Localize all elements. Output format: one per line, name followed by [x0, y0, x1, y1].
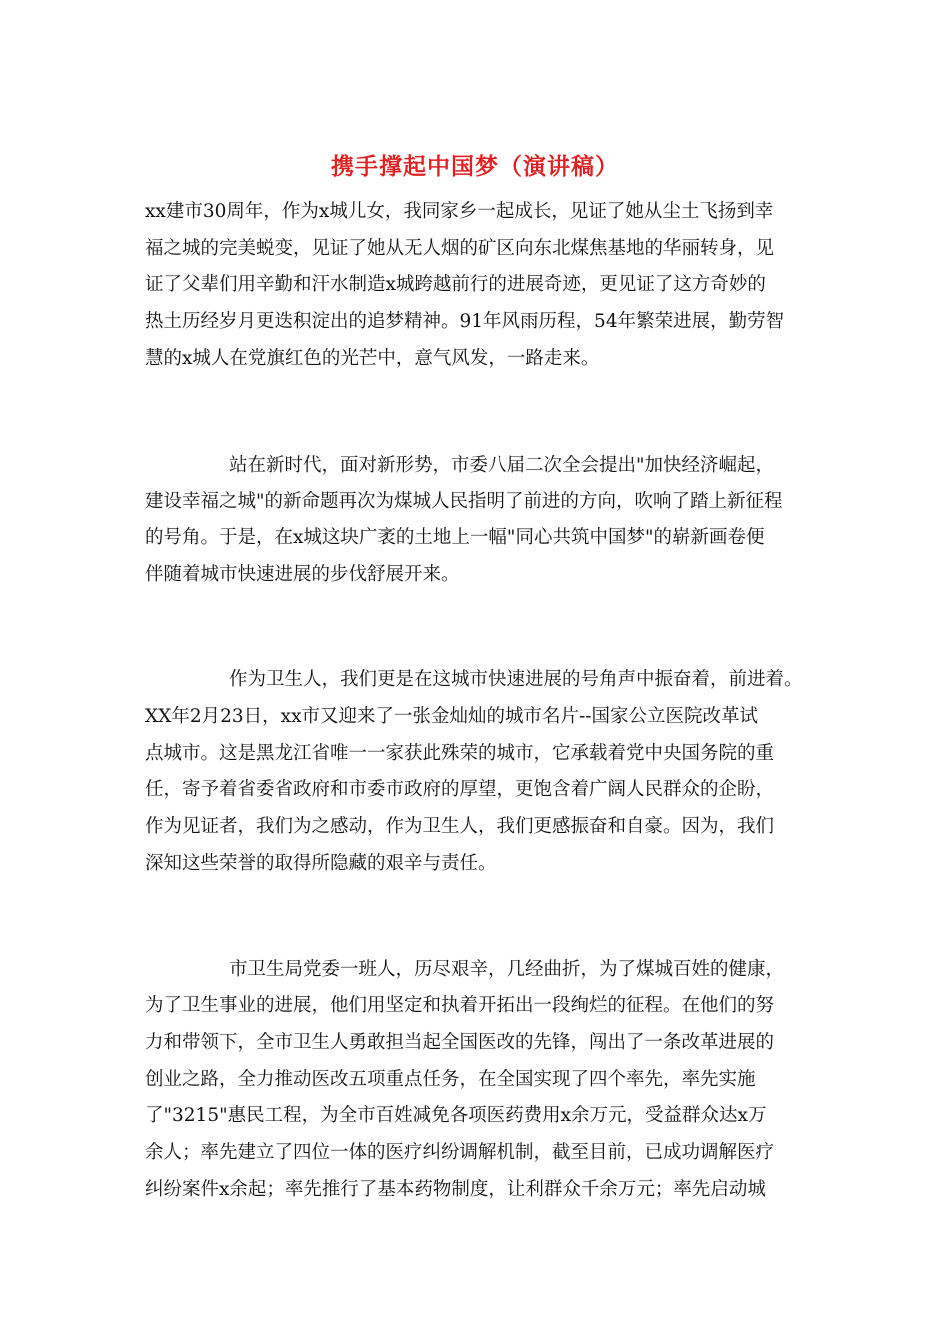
paragraph-line: 了"3215"惠民工程，为全市百姓减免各项医药费用x余万元，受益群众达x万 [145, 1105, 767, 1126]
paragraph-line: 纠纷案件x余起；率先推行了基本药物制度，让利群众千余万元；率先启动城 [145, 1179, 766, 1200]
paragraph-line: 建设幸福之城"的新命题再次为煤城人民指明了前进的方向，吹响了踏上新征程 [145, 491, 783, 512]
paragraph-line: XX年2月23日，xx市又迎来了一张金灿灿的城市名片--国家公立医院改革试 [145, 706, 759, 727]
paragraph-line: 深知这些荣誉的取得所隐藏的艰辛与责任。 [145, 853, 497, 874]
paragraph-line: 作为见证者，我们为之感动，作为卫生人，我们更感振奋和自豪。因为，我们 [145, 816, 775, 837]
paragraph-line: 的号角。于是，在x城这块广袤的土地上一幅"同心共筑中国梦"的崭新画卷便 [145, 527, 765, 548]
paragraph-line: 创业之路，全力推动医改五项重点任务，在全国实现了四个率先，率先实施 [145, 1069, 756, 1090]
paragraph-line: 为了卫生事业的进展，他们用坚定和执着开拓出一段绚烂的征程。在他们的努 [145, 995, 775, 1016]
paragraph-line: 余人；率先建立了四位一体的医疗纠纷调解机制，截至目前，已成功调解医疗 [145, 1142, 775, 1163]
paragraph-line: 任，寄予着省委省政府和市委市政府的厚望，更饱含着广阔人民群众的企盼， [145, 779, 775, 800]
paragraph-line: 力和带领下，全市卫生人勇敢担当起全国医改的先锋，闯出了一条改革进展的 [145, 1032, 775, 1053]
paragraph-line: 作为卫生人，我们更是在这城市快速进展的号角声中振奋着，前进着。 [229, 669, 803, 690]
paragraph-line: 福之城的完美蜕变，见证了她从无人烟的矿区向东北煤焦基地的华丽转身，见 [145, 238, 775, 259]
document-title: 携手撑起中国梦（演讲稿） [331, 153, 619, 180]
paragraph-line: 站在新时代，面对新形势，市委八届二次全会提出"加快经济崛起， [229, 455, 775, 476]
paragraph-line: 市卫生局党委一班人，历尽艰辛，几经曲折，为了煤城百姓的健康， [229, 959, 785, 980]
paragraph-line: 慧的x城人在党旗红色的光芒中，意气风发，一路走来。 [145, 348, 600, 369]
paragraph-line: 点城市。这是黑龙江省唯一一家获此殊荣的城市，它承载着党中央国务院的重 [145, 743, 775, 764]
paragraph-line: 热土历经岁月更迭积淀出的追梦精神。91年风雨历程，54年繁荣进展，勤劳智 [145, 311, 785, 332]
paragraph-line: 证了父辈们用辛勤和汗水制造x城跨越前行的进展奇迹，更见证了这方奇妙的 [145, 274, 766, 295]
paragraph-line: 伴随着城市快速进展的步伐舒展开来。 [145, 564, 460, 585]
paragraph-line: xx建市30周年，作为x城儿女，我同家乡一起成长，见证了她从尘土飞扬到幸 [145, 201, 774, 222]
